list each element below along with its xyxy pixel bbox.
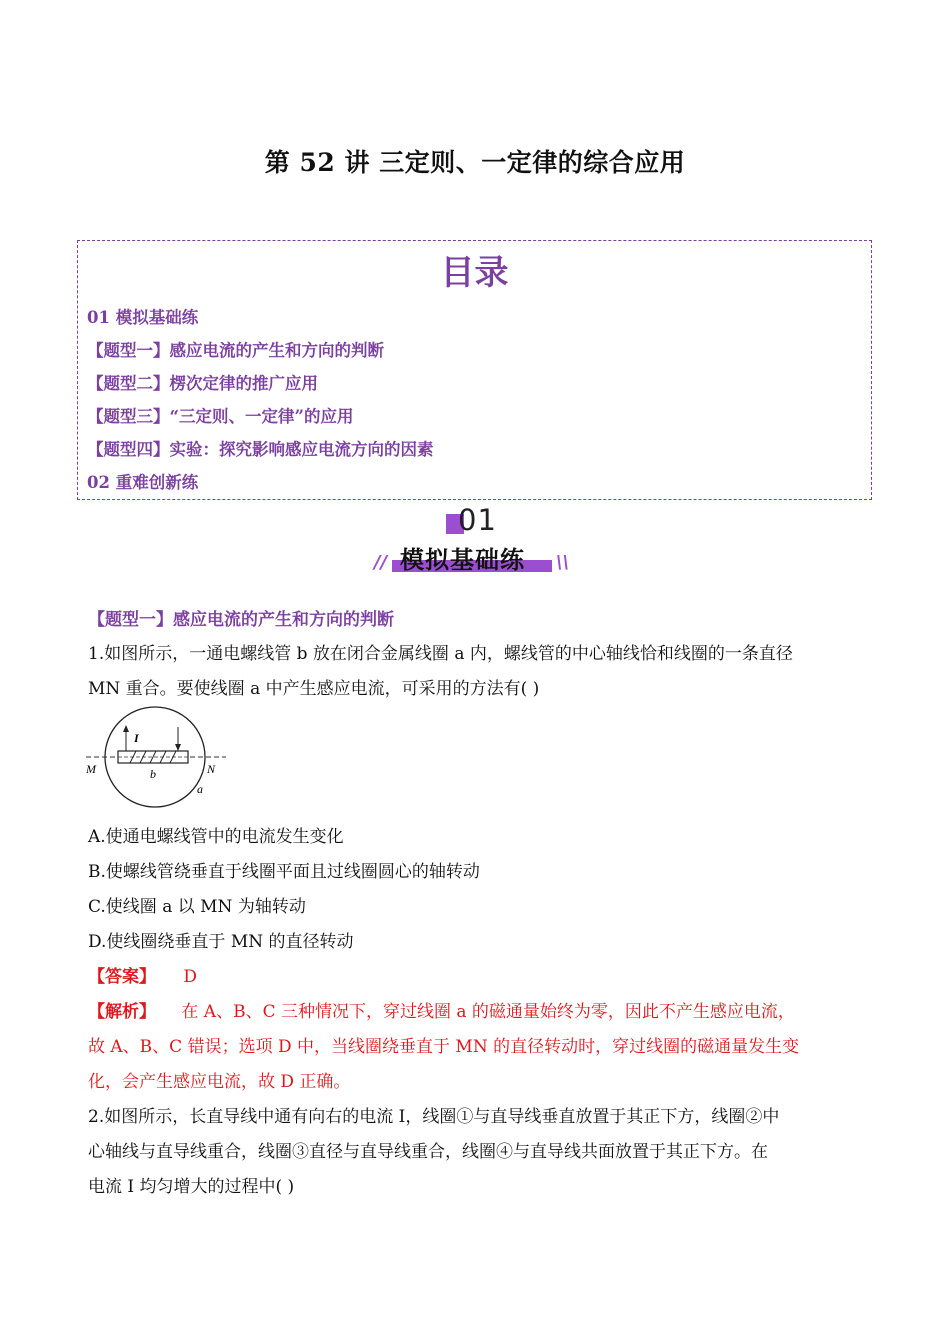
page-title: 第 52 讲 三定则、一定律的综合应用 (264, 148, 686, 177)
question-2-text: 2.如图所示，长直导线中通有向右的电流 I，线圈①与直导线垂直放置于其正下方，线圈②中 (88, 1107, 780, 1127)
banner-left-slash: // (374, 552, 388, 573)
option-d: D.使线圈绕垂直于 MN 的直径转动 (88, 932, 354, 952)
toc-item[interactable]: 【题型三】“三定则、一定律”的应用 (87, 407, 354, 426)
option-b: B.使螺线管绕垂直于线圈平面且过线圈圆心的轴转动 (88, 862, 480, 882)
figure-label-n: N (207, 762, 216, 776)
solenoid-coil-figure (86, 705, 226, 813)
banner-number: 01 (458, 503, 497, 537)
answer-label: 【答案】 (88, 967, 156, 987)
table-of-contents (77, 240, 872, 500)
figure-label-m: M (86, 762, 96, 776)
question-1-text: 1.如图所示，一通电螺线管 b 放在闭合金属线圈 a 内，螺线管的中心轴线恰和线圈的一条直径 (88, 644, 793, 664)
toc-item[interactable]: 01 模拟基础练 (87, 308, 199, 327)
toc-item[interactable]: 【题型二】楞次定律的推广应用 (87, 374, 318, 393)
analysis-label: 【解析】 (88, 1002, 156, 1022)
analysis-row (88, 997, 795, 1022)
banner-title: 模拟基础练 (400, 546, 525, 574)
figure-label-current: I (134, 731, 139, 745)
analysis-text: 故 A、B、C 错误；选项 D 中，当线圈绕垂直于 MN 的直径转动时，穿过线圈的磁通量发生变 (88, 1037, 800, 1057)
toc-item[interactable]: 02 重难创新练 (87, 473, 199, 492)
option-c: C.使线圈 a 以 MN 为轴转动 (88, 897, 306, 917)
figure-label-b: b (150, 767, 156, 781)
question-2-text: 电流 I 均匀增大的过程中( ) (88, 1177, 295, 1197)
answer-row (88, 962, 197, 987)
toc-heading: 目录 (440, 253, 509, 293)
option-a: A.使通电螺线管中的电流发生变化 (88, 827, 344, 847)
toc-item[interactable]: 【题型四】实验：探究影响感应电流方向的因素 (87, 440, 434, 459)
analysis-text: 在 A、B、C 三种情况下，穿过线圈 a 的磁通量始终为零，因此不产生感应电流， (181, 1002, 795, 1022)
banner-right-slash: \\ (556, 552, 570, 573)
answer-value: D (183, 967, 198, 987)
figure-label-a: a (197, 782, 203, 796)
toc-item[interactable]: 【题型一】感应电流的产生和方向的判断 (87, 341, 384, 360)
analysis-text: 化，会产生感应电流，故 D 正确。 (88, 1072, 351, 1092)
question-2-text: 心轴线与直导线重合，线圈③直径与直导线重合，线圈④与直导线共面放置于其正下方。在 (88, 1142, 768, 1162)
section-heading: 【题型一】感应电流的产生和方向的判断 (88, 610, 394, 630)
question-1-text: MN 重合。要使线圈 a 中产生感应电流，可采用的方法有( ) (88, 679, 540, 699)
section-banner (370, 500, 580, 580)
